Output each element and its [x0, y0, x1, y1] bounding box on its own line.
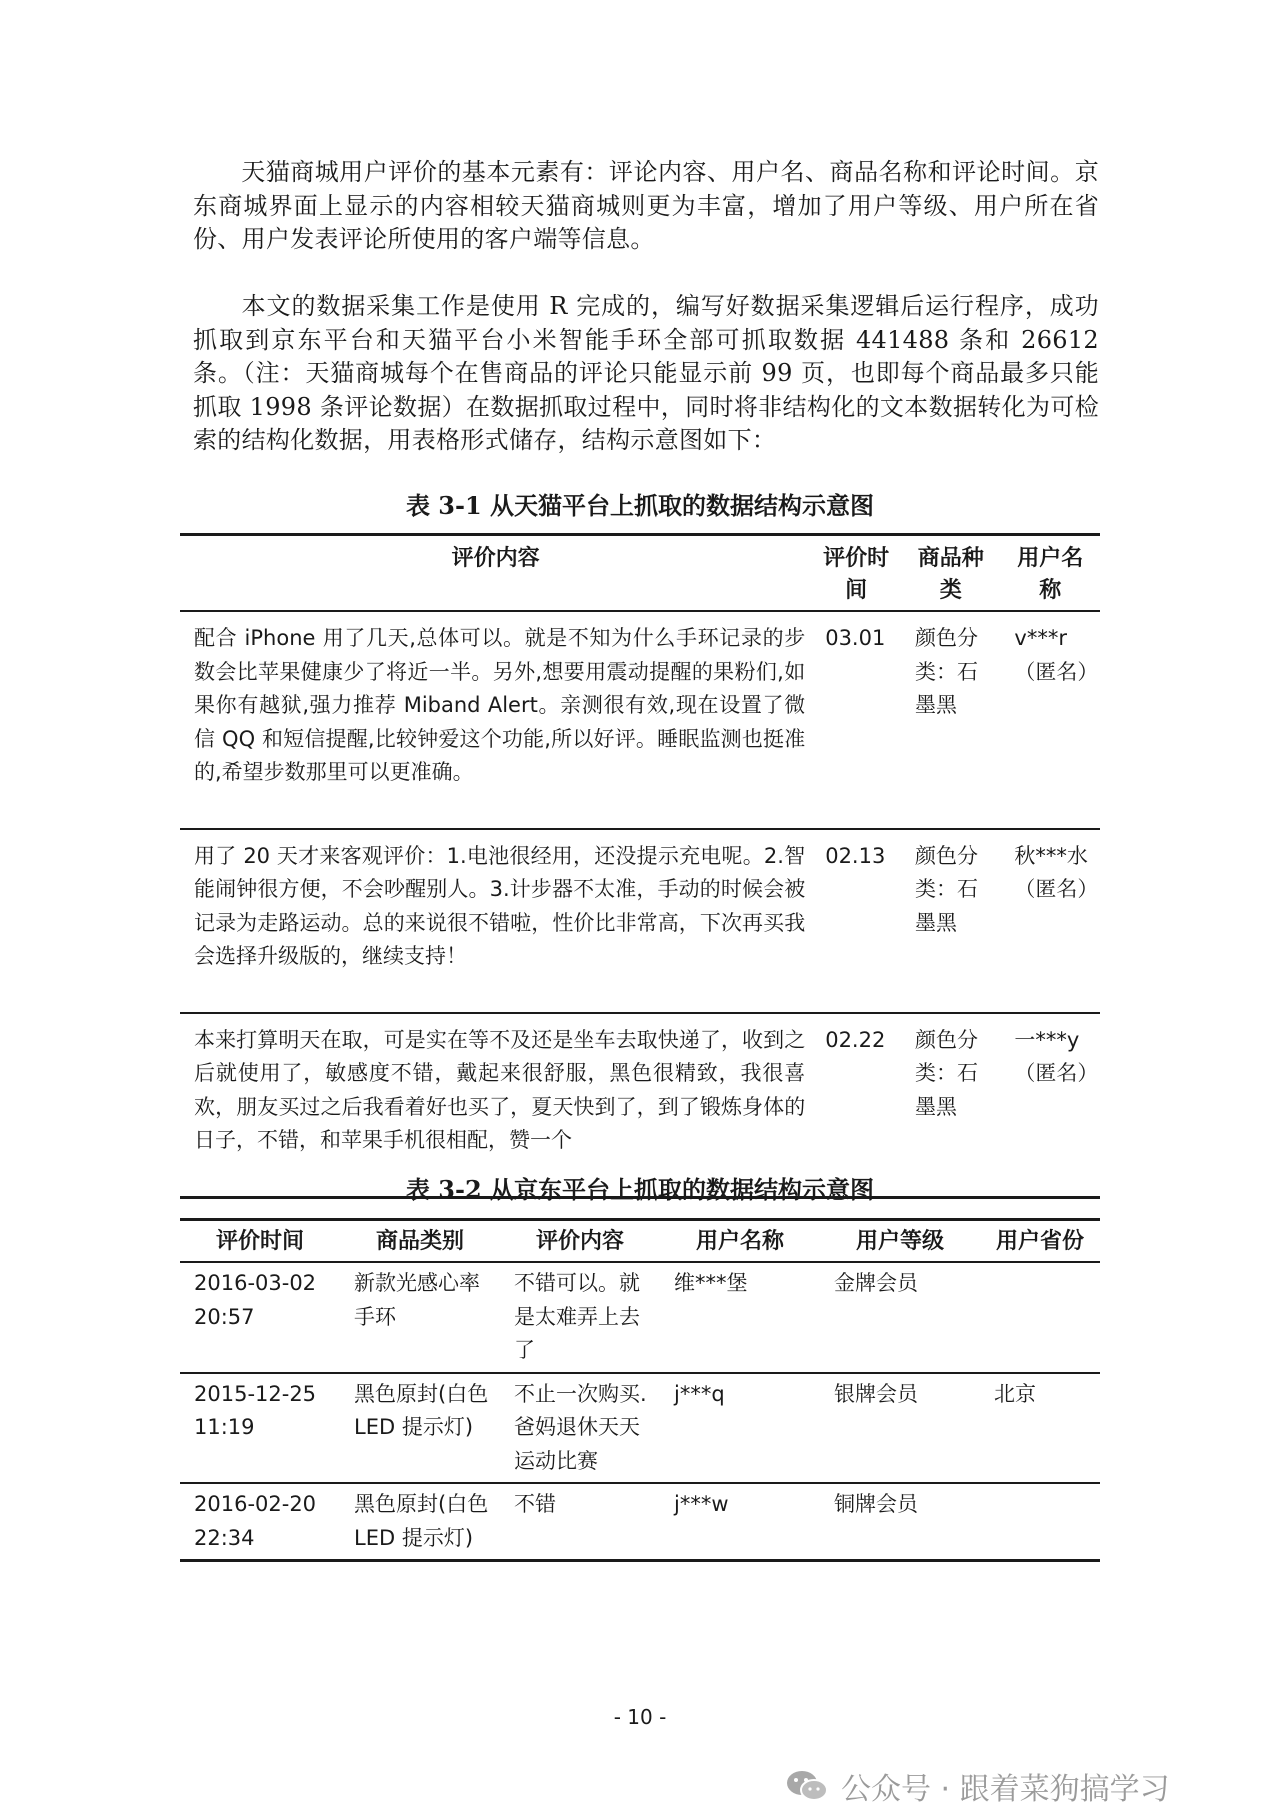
table-cell: 北京 [980, 1373, 1100, 1484]
table-cell: 铜牌会员 [820, 1483, 980, 1561]
table-cell: j***w [660, 1483, 820, 1561]
table-cell: 用了 20 天才来客观评价：1.电池很经用，还没提示充电呢。2.智能闹钟很方便，不会吵醒别人。3.计步器不太准，手动的时候会被记录为走路运动。总的来说很不错啦，性价比非常高，下次再买我会选择升级版的，继续支持！ [180, 829, 811, 1013]
table2-caption: 表 3-2 从京东平台上抓取的数据结构示意图 [405, 1175, 875, 1204]
table-row [180, 1262, 1100, 1373]
table2-header-content: 评价内容 [500, 1220, 660, 1263]
table-cell: 颜色分类：石墨黑 [901, 611, 1000, 829]
table1-header-category: 商品种类 [901, 535, 1000, 612]
table1-header-username: 用户名称 [1000, 535, 1100, 612]
wechat-icon [785, 1769, 829, 1803]
table-cell: 颜色分类：石墨黑 [901, 829, 1000, 1013]
paragraph-2 [193, 290, 1099, 458]
table-row [180, 1483, 1100, 1561]
watermark-text: 公众号 · 跟着菜狗搞学习 [841, 1772, 1170, 1807]
table-cell: 秋***水（匿名） [1000, 829, 1100, 1013]
table-cell [980, 1262, 1100, 1373]
table2-header-category: 商品类别 [340, 1220, 500, 1263]
table-row [180, 611, 1100, 829]
table-cell: j***q [660, 1373, 820, 1484]
table-row [180, 829, 1100, 1013]
table-cell: 黑色原封(白色 LED 提示灯) [340, 1373, 500, 1484]
table-cell: 2015-12-25 11:19 [180, 1373, 340, 1484]
table-cell: 02.22 [811, 1013, 901, 1198]
table-cell: 02.13 [811, 829, 901, 1013]
table2-jd [180, 1218, 1100, 1562]
table1-header-row [180, 535, 1100, 612]
table-cell: 金牌会员 [820, 1262, 980, 1373]
table1-tmall [180, 533, 1100, 1199]
table-cell: 维***堡 [660, 1262, 820, 1373]
table1-caption: 表 3-1 从天猫平台上抓取的数据结构示意图 [405, 491, 875, 520]
table-cell: 03.01 [811, 611, 901, 829]
table-cell: 颜色分类：石墨黑 [901, 1013, 1000, 1198]
table-cell: 不止一次购买.爸妈退休天天运动比赛 [500, 1373, 660, 1484]
table-cell: 本来打算明天在取，可是实在等不及还是坐车去取快递了，收到之后就使用了，敏感度不错，戴起来很舒服，黑色很精致，我很喜欢，朋友买过之后我看着好也买了，夏天快到了，到了锻炼身体的日子，不错，和苹果手机很相配，赞一个 [180, 1013, 811, 1198]
table1-header-content: 评价内容 [180, 535, 811, 612]
watermark [785, 1766, 1170, 1806]
table-row [180, 1373, 1100, 1484]
table-cell: 黑色原封(白色 LED 提示灯) [340, 1483, 500, 1561]
table-cell: 配合 iPhone 用了几天,总体可以。就是不知为什么手环记录的步数会比苹果健康少了将近一半。另外,想要用震动提醒的果粉们,如果你有越狱,强力推荐 Miband Alert。亲测很有效,现在设置了微信 QQ 和短信提醒,比较钟爱这个功能,所以好评。睡眠监测也挺准的,希望步数那里可以更准确。 [180, 611, 811, 829]
table-cell: 新款光感心率手环 [340, 1262, 500, 1373]
table-cell: 银牌会员 [820, 1373, 980, 1484]
paragraph-2-text: 本文的数据采集工作是使用 R 完成的，编写好数据采集逻辑后运行程序，成功抓取到京东平台和天猫平台小米智能手环全部可抓取数据 441488 条和 26612 条。（注：天猫商城每个在售商品的评论只能显示前 99 页，也即每个商品最多只能抓取 1998 条评论数据）在数据抓取过程中，同时将非结构化的文本数据转化为可检索的结构化数据，用表格形式储存，结构示意图如下： [193, 292, 1099, 454]
table-cell: 不错 [500, 1483, 660, 1561]
table-cell: 不错可以。就是太难弄上去了 [500, 1262, 660, 1373]
table-cell: v***r（匿名） [1000, 611, 1100, 829]
table2-header-row [180, 1220, 1100, 1263]
page-number: - 10 - [613, 1705, 667, 1729]
table-cell: 2016-03-02 20:57 [180, 1262, 340, 1373]
table2-header-level: 用户等级 [820, 1220, 980, 1263]
table2-header-time: 评价时间 [180, 1220, 340, 1263]
table2-header-province: 用户省份 [980, 1220, 1100, 1263]
table2-header-username: 用户名称 [660, 1220, 820, 1263]
table-cell: 一***y（匿名） [1000, 1013, 1100, 1198]
paragraph-1 [193, 156, 1099, 257]
paragraph-1-text: 天猫商城用户评价的基本元素有：评论内容、用户名、商品名称和评论时间。京东商城界面上显示的内容相较天猫商城则更为丰富，增加了用户等级、用户所在省份、用户发表评论所使用的客户端等信息。 [193, 158, 1099, 253]
table1-header-time: 评价时间 [811, 535, 901, 612]
table-cell: 2016-02-20 22:34 [180, 1483, 340, 1561]
table-cell [980, 1483, 1100, 1561]
